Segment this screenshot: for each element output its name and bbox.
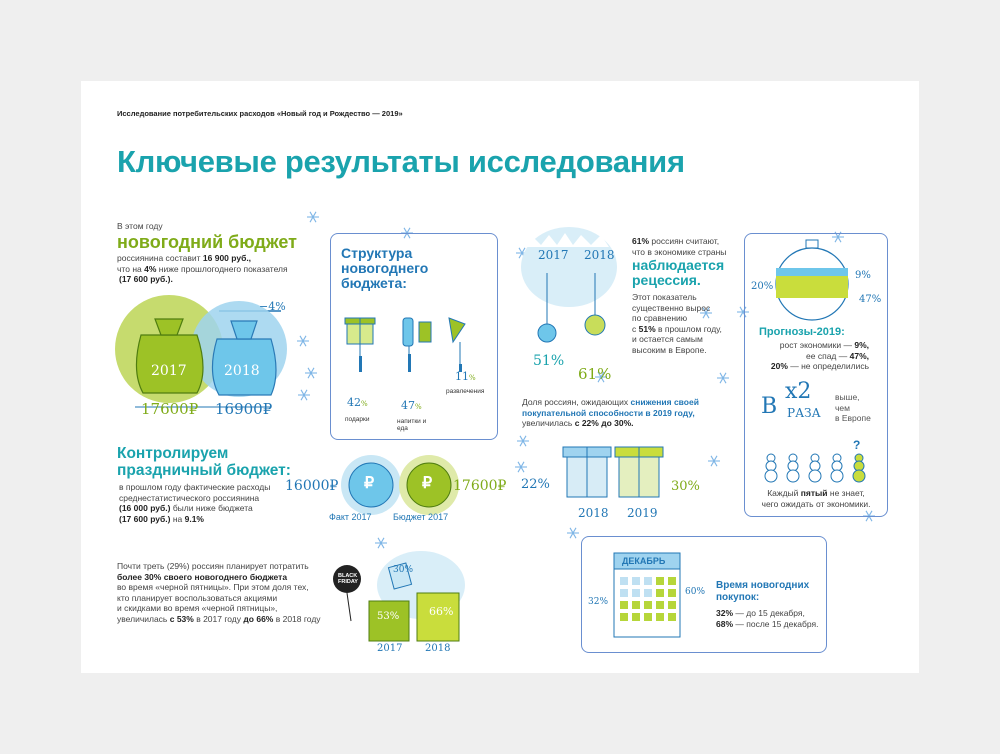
coin-fact-amount: 16000₽ — [285, 478, 339, 494]
bf-line-1: Почти треть (29%) россиян планирует потратить — [117, 561, 309, 571]
recession-value-2018: 61% — [578, 365, 612, 383]
bf-line-4: кто планирует воспользоваться акциями — [117, 592, 278, 603]
forecast-x-mult: x2 — [785, 379, 812, 404]
timing-panel — [581, 536, 827, 653]
recession-p3: по сравнению — [632, 313, 688, 323]
recession-line-2: что в экономике страны — [632, 246, 727, 257]
balloon-line-2: FRIDAY — [338, 579, 358, 585]
forecast-pct-growth: 9% — [855, 270, 871, 281]
structure-value-fun: 11% — [455, 370, 476, 383]
budget-line-3: (17 600 руб.). — [119, 274, 173, 284]
purchasing-line-2: покупательной способности в 2019 году, — [522, 407, 695, 418]
purchasing-year-2019: 2019 — [627, 506, 658, 520]
budget-line-2: что на 4% ниже прошлогоднего показателя — [117, 263, 288, 274]
structure-title-3: бюджета: — [341, 275, 407, 291]
calendar-month: ДЕКАБРЬ — [622, 556, 666, 566]
timing-title-1: Время новогодних — [716, 580, 810, 591]
recession-p1: Этот показатель — [632, 292, 697, 302]
budget-line-1: россиянина составит 16 900 руб., — [117, 253, 252, 263]
timing-line-2: 68% — после 15 декабря. — [716, 618, 819, 629]
recession-p2: существенно вырос — [632, 302, 711, 313]
forecast-line-3: 20% — не определились — [770, 361, 869, 371]
structure-value-gifts: 42% — [347, 396, 368, 409]
structure-title-2: новогоднего — [341, 260, 429, 276]
recession-year-2018: 2018 — [584, 248, 615, 262]
timing-title-2: покупок: — [716, 592, 760, 603]
control-headline-1: Контролируем — [117, 445, 229, 462]
bf-year-2018: 2018 — [425, 643, 451, 654]
coin-budget-symbol: ₽ — [422, 475, 433, 492]
report-page — [81, 81, 919, 673]
page-title: Ключевые результаты исследования — [117, 144, 685, 179]
forecast-side-3: в Европе — [835, 413, 871, 423]
bf-bag-right-value: 66% — [429, 605, 454, 618]
forecast-panel — [744, 233, 888, 517]
structure-panel — [330, 233, 498, 440]
purchasing-line-1: Доля россиян, ожидающих снижения своей — [522, 397, 699, 407]
forecast-question-mark: ? — [853, 438, 861, 452]
bf-line-6: увеличилась с 53% в 2017 году до 66% в 2018 году — [117, 613, 321, 624]
forecast-line-1: рост экономики — 9%, — [779, 340, 869, 350]
control-line-1: в прошлом году фактические расходы — [119, 482, 271, 492]
purchasing-year-2018: 2018 — [578, 506, 609, 520]
purchasing-line-3: увеличилась с 22% до 30%. — [522, 418, 634, 428]
forecast-bottom-1: Каждый пятый не знает, — [767, 488, 865, 498]
control-line-3: (16 000 руб.) были ниже бюджета — [119, 503, 253, 513]
recession-p5: и остается самым — [632, 334, 703, 344]
budget-headline: новогодний бюджет — [117, 232, 297, 252]
bf-tag-value: 30% — [393, 565, 414, 575]
coin-budget-label: Бюджет 2017 — [393, 512, 449, 522]
control-line-2: среднестатистического россиянина — [119, 492, 260, 503]
forecast-pct-decline: 47% — [859, 294, 882, 305]
timing-right-value: 60% — [685, 587, 706, 597]
structure-value-food: 47% — [401, 399, 422, 412]
recession-year-2017: 2017 — [538, 248, 569, 262]
timing-line-1: 32% — до 15 декабря, — [716, 608, 805, 618]
recession-line-1: 61% россиян считают, — [632, 236, 720, 246]
forecast-x-big: В — [761, 394, 778, 419]
forecast-side-1: выше, — [835, 392, 860, 402]
report-subtitle: Исследование потребительских расходов «Новый год и Рождество — 2019» — [117, 109, 403, 118]
structure-label-gifts: подарки — [345, 416, 370, 423]
recession-p4: с 51% в прошлом году, — [632, 323, 722, 334]
budget-change-label: −4% — [259, 300, 286, 313]
bf-bag-left-value: 53% — [377, 611, 400, 622]
amount-2018: 16900₽ — [215, 400, 273, 418]
gift-boxes-illustration — [561, 437, 671, 507]
forecast-pct-undecided: 20% — [751, 281, 774, 292]
recession-headline-1: наблюдается — [632, 257, 725, 273]
coin-fact-symbol: ₽ — [364, 475, 375, 492]
coin-budget-amount: 17600₽ — [453, 478, 507, 494]
control-headline-2: праздничный бюджет: — [117, 462, 291, 479]
balloon-line-1: BLACK — [338, 573, 358, 579]
bf-line-3: во время «черной пятницы». При этом доля тех, — [117, 582, 309, 592]
forecast-side-2: чем — [835, 402, 850, 413]
timing-left-value: 32% — [588, 597, 609, 607]
bf-line-2: более 30% своего новогоднего бюджета — [117, 571, 288, 582]
recession-headline-2: рецессия. — [632, 272, 701, 288]
bf-line-5: и скидками во время «черной пятницы», — [117, 603, 278, 613]
forecast-line-2: ее спад — 47%, — [806, 350, 869, 361]
recession-value-2017: 51% — [533, 353, 565, 369]
amount-2017: 17600₽ — [141, 400, 199, 418]
structure-label-fun: развлечения — [446, 388, 485, 395]
structure-label-food: напитки и еда — [397, 418, 427, 432]
forecast-x-word: РАЗА — [787, 406, 821, 420]
budget-intro: В этом году — [117, 221, 163, 231]
forecast-bottom-2: чего ожидать от экономики. — [761, 498, 871, 509]
forecast-ornament — [769, 238, 869, 328]
bag-2018-label: 2018 — [224, 363, 260, 379]
forecast-title: Прогнозы-2019: — [759, 326, 845, 338]
purchasing-right-value: 30% — [671, 479, 700, 494]
structure-title-1: Структура — [341, 245, 413, 261]
control-line-4: (17 600 руб.) на 9.1% — [119, 513, 204, 524]
purchasing-left-value: 22% — [521, 477, 550, 492]
bag-2017-label: 2017 — [151, 363, 187, 379]
recession-p6: высоким в Европе. — [632, 344, 707, 355]
bf-year-2017: 2017 — [377, 643, 403, 654]
coin-fact-label: Факт 2017 — [329, 512, 372, 522]
